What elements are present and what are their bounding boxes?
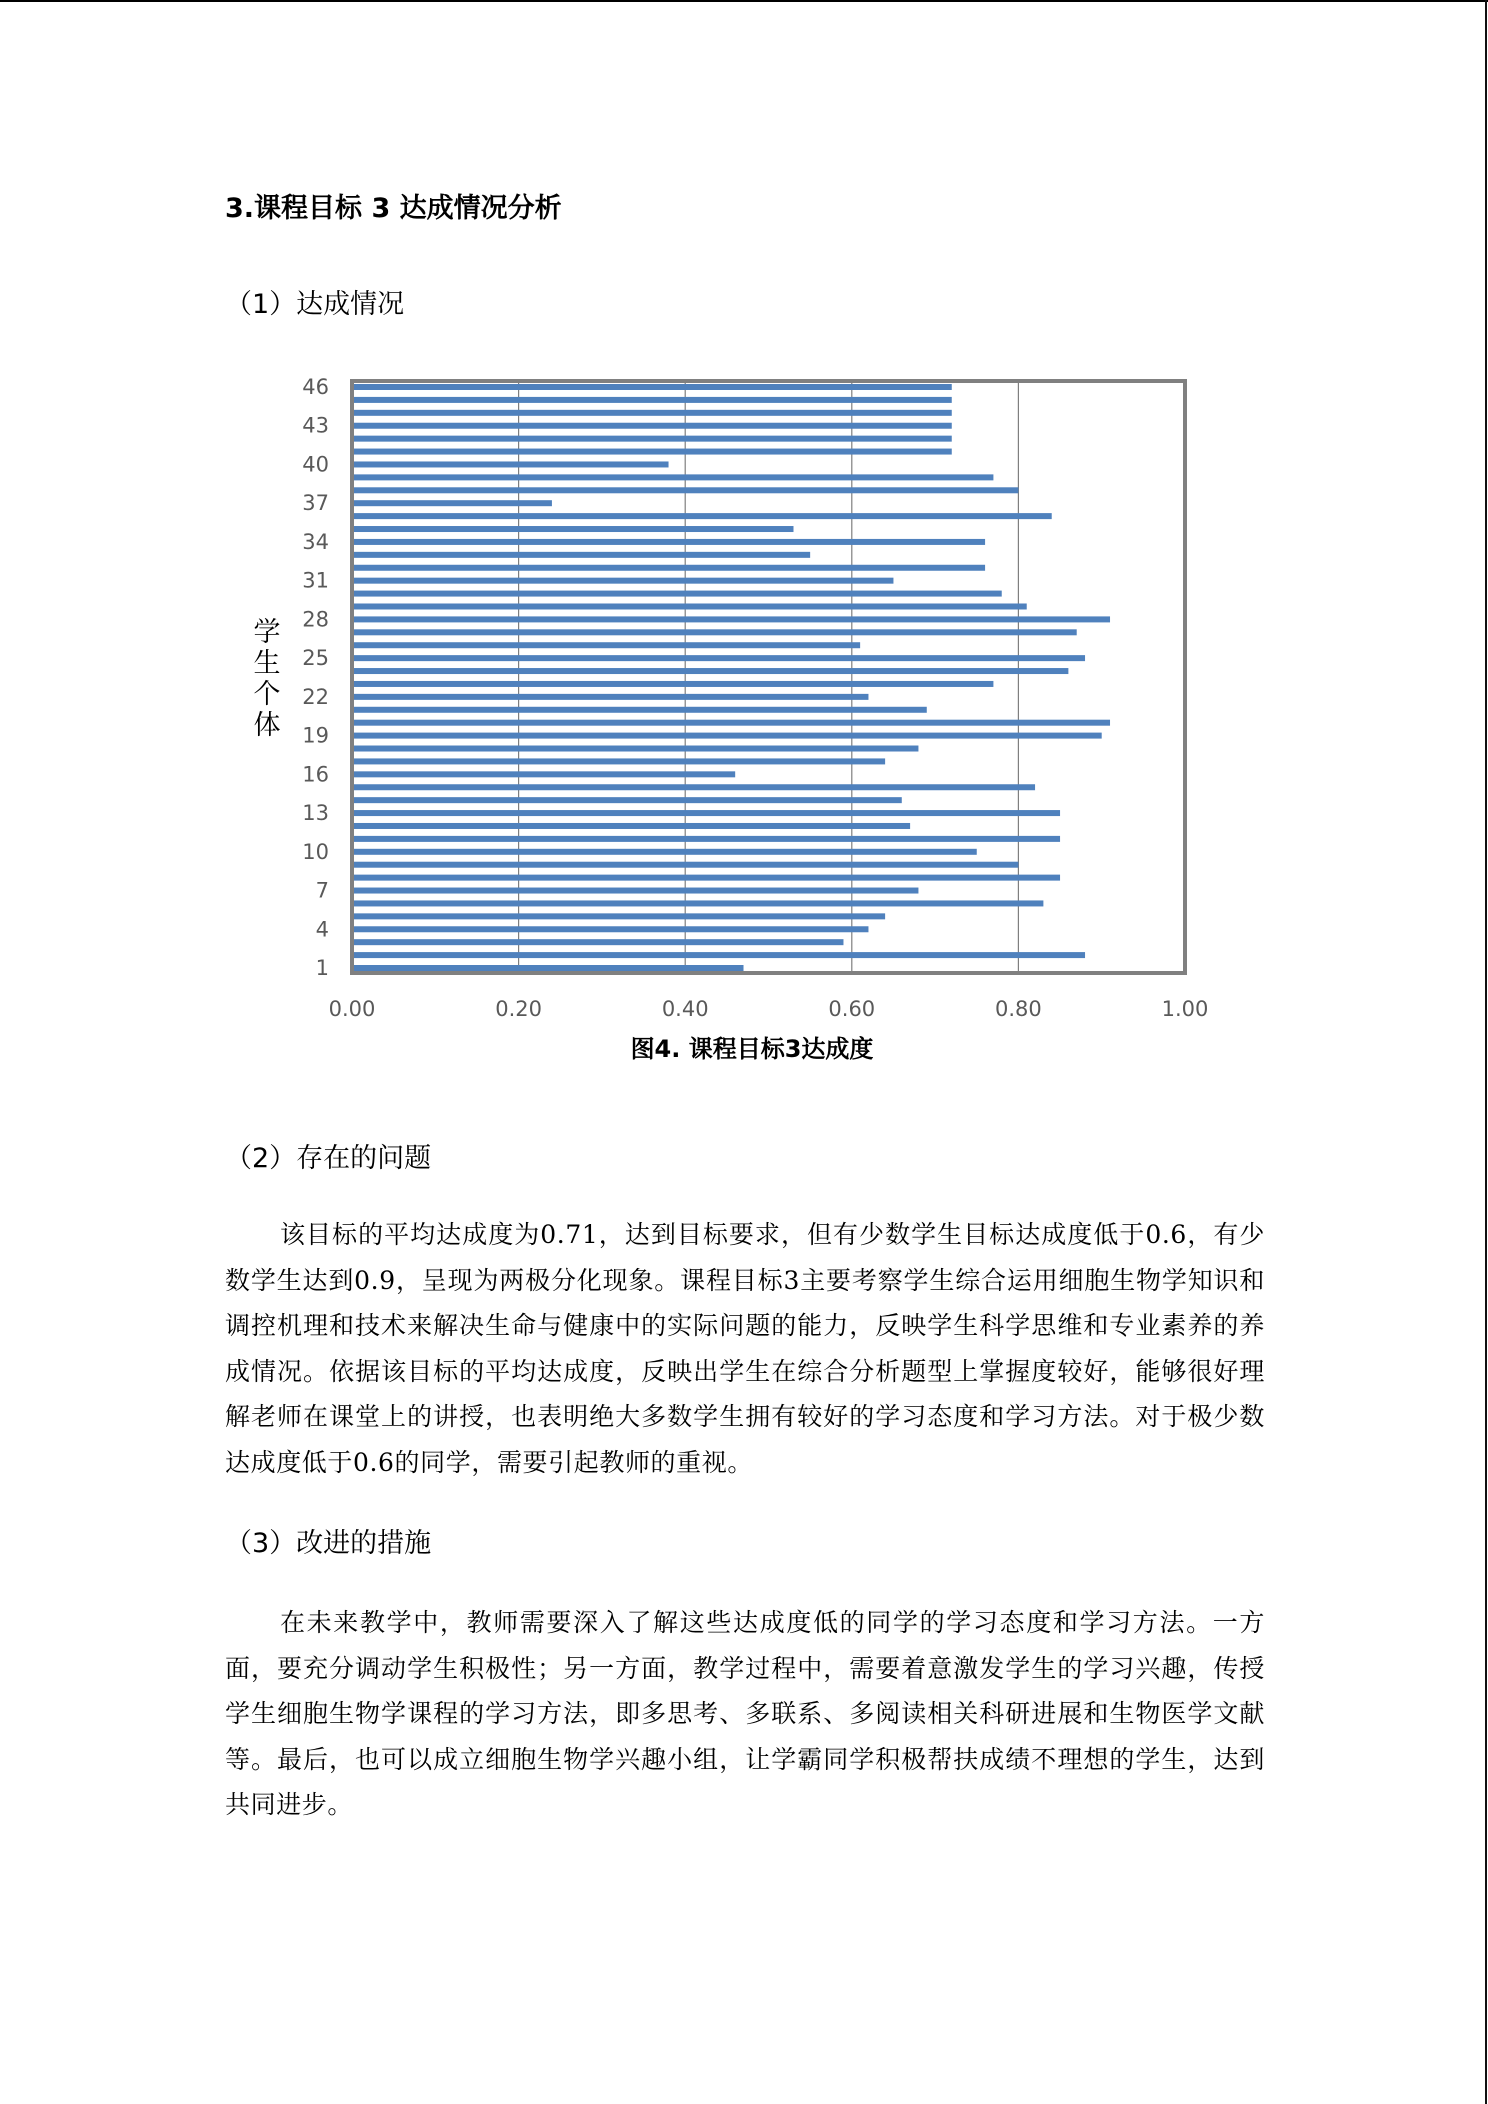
bar — [352, 797, 902, 803]
bar — [352, 849, 977, 855]
x-tick-label: 0.40 — [661, 997, 709, 1021]
bar — [352, 681, 993, 687]
y-tick-label: 16 — [302, 762, 329, 787]
subsection-title-improvements: （3）改进的措施 — [225, 1528, 432, 1559]
bar — [352, 629, 1077, 635]
bar — [352, 449, 952, 455]
bar — [352, 591, 1002, 597]
bar — [352, 461, 669, 467]
bar — [352, 539, 985, 545]
bar — [352, 668, 1068, 674]
y-tick-label: 19 — [302, 723, 329, 748]
bar — [352, 939, 843, 945]
bar — [352, 733, 1102, 739]
y-tick-label: 1 — [315, 956, 329, 980]
bar — [352, 862, 1018, 868]
bar — [352, 926, 868, 932]
y-tick-label: 7 — [315, 878, 329, 903]
bar — [352, 707, 927, 713]
bar — [352, 758, 885, 764]
y-tick-label: 28 — [302, 607, 329, 632]
bar — [352, 552, 810, 558]
bar — [352, 913, 885, 919]
x-tick-label: 0.00 — [328, 997, 376, 1021]
y-tick-label: 34 — [302, 529, 329, 554]
bar — [352, 474, 993, 480]
bar — [352, 784, 1035, 790]
bar — [352, 642, 860, 648]
y-axis-label-char: 生 — [253, 648, 281, 679]
bar — [352, 810, 1060, 816]
y-tick-label: 25 — [302, 646, 329, 671]
y-tick-label: 46 — [302, 375, 329, 399]
y-tick-label: 4 — [315, 917, 329, 942]
bar — [352, 578, 893, 584]
y-axis-label-char: 体 — [253, 710, 281, 741]
bar — [352, 410, 952, 416]
bar — [352, 487, 1018, 493]
y-axis-label-char: 学 — [253, 617, 281, 648]
bar — [352, 720, 1110, 726]
bar — [352, 436, 952, 442]
bar — [352, 616, 1110, 622]
y-tick-label: 22 — [302, 684, 329, 709]
bar — [352, 952, 1085, 958]
problem-paragraph: 该目标的平均达成度为0.71，达到目标要求，但有少数学生目标达成度低于0.6，有少数学生达到0.9，呈现为两极分化现象。课程目标3主要考察学生综合运用细胞生物学知识和调控机理和技术来解决生命与健康中的实际问题的能力，反映学生科学思维和专业素养的养成情况。依据该目标的平均达成度，反映出学生在综合分析题型上掌握度较好，能够很好理解老师在课堂上的讲授，也表明绝大多数学生拥有较好的学习态度和学习方法。对于极少数达成度低于0.6的同学，需要引起教师的重视。 — [225, 1220, 1265, 1477]
bar — [352, 565, 985, 571]
bar — [352, 655, 1085, 661]
bar — [352, 823, 910, 829]
x-tick-label: 0.20 — [495, 997, 542, 1021]
bar — [352, 900, 1043, 906]
chart-title: 图4. 课程目标3达成度 — [630, 1035, 874, 1063]
bar — [352, 500, 552, 506]
subsection-title-status: （1）达成情况 — [225, 289, 405, 320]
bar — [352, 397, 952, 403]
bar — [352, 526, 793, 532]
x-tick-label: 0.60 — [828, 997, 876, 1021]
y-axis-label-char: 个 — [253, 679, 281, 710]
x-tick-label: 0.80 — [995, 997, 1042, 1021]
y-tick-label: 10 — [302, 839, 329, 864]
bar — [352, 694, 868, 700]
bar — [352, 875, 1060, 881]
y-tick-label: 13 — [302, 801, 329, 826]
bar — [352, 746, 918, 752]
bar — [352, 603, 1027, 609]
bar — [352, 771, 735, 777]
y-tick-label: 43 — [302, 413, 329, 438]
bar — [352, 513, 1052, 519]
y-tick-label: 40 — [302, 452, 329, 477]
bar — [352, 836, 1060, 842]
section-heading: 3.课程目标 3 达成情况分析 — [225, 193, 562, 224]
bar — [352, 965, 744, 971]
bar — [352, 423, 952, 429]
bar — [352, 888, 918, 894]
y-tick-label: 37 — [302, 491, 329, 516]
bar — [352, 384, 952, 390]
plot-frame — [352, 381, 1185, 973]
y-tick-label: 31 — [302, 568, 329, 593]
x-tick-label: 1.00 — [1161, 997, 1209, 1021]
subsection-title-problems: （2）存在的问题 — [225, 1143, 432, 1174]
improvement-paragraph: 在未来教学中，教师需要深入了解这些达成度低的同学的学习态度和学习方法。一方面，要充分调动学生积极性；另一方面，教学过程中，需要着意激发学生的学习兴趣，传授学生细胞生物学课程的学习方法，即多思考、多联系、多阅读相关科研进展和生物医学文献等。最后，也可以成立细胞生物学兴趣小组，让学霸同学积极帮扶成绩不理想的学生，达到共同进步。 — [225, 1608, 1265, 1820]
